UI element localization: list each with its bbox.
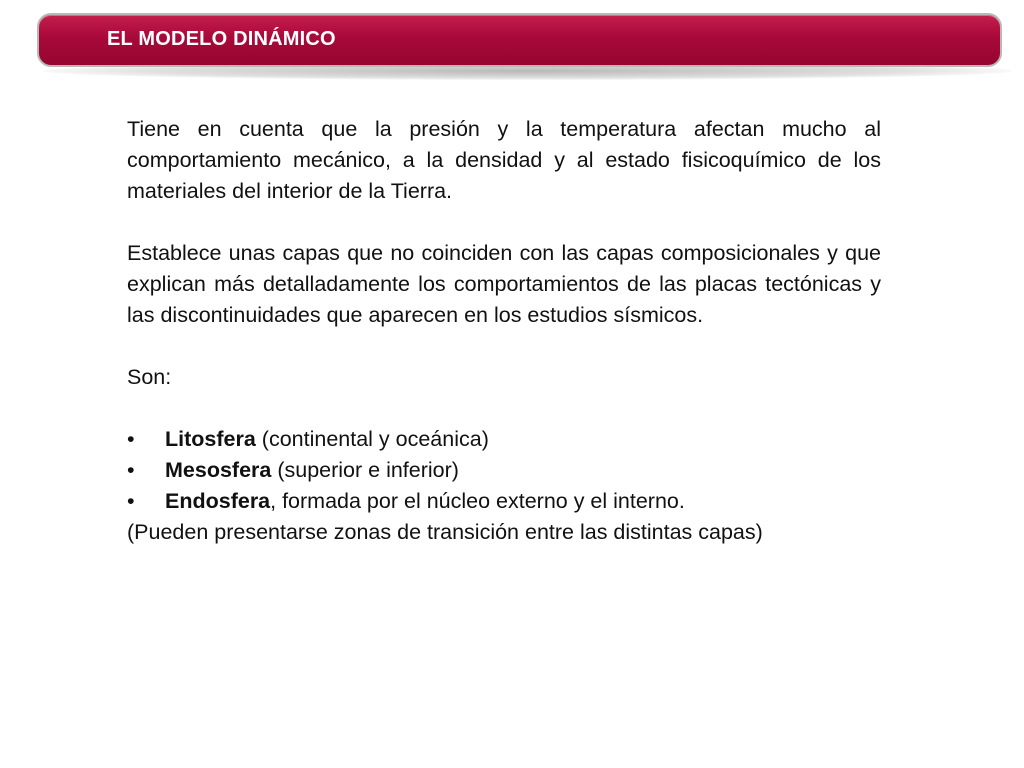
bullet-icon: • bbox=[127, 427, 135, 451]
paragraph-layers-description: Establece unas capas que no coinciden con las capas composicionales y que explican más detalladamente los comportamientos de las placas tectónicas y las discontinuidades que aparecen en los estudios sísmicos. bbox=[127, 241, 881, 327]
list-item-mesosfera bbox=[127, 455, 881, 486]
layer-term: Endosfera bbox=[165, 489, 271, 513]
layer-term: Litosfera bbox=[165, 427, 256, 451]
transition-zones-note: (Pueden presentarse zonas de transición entre las distintas capas) bbox=[127, 520, 763, 544]
layers-intro: Son: bbox=[127, 365, 172, 389]
layer-detail: (continental y oceánica) bbox=[255, 427, 489, 451]
layer-detail: (superior e inferior) bbox=[271, 458, 459, 482]
layers-list bbox=[127, 424, 881, 517]
layer-detail: , formada por el núcleo externo y el interno. bbox=[270, 489, 685, 513]
slide-body bbox=[127, 114, 881, 548]
paragraph-pressure-temperature: Tiene en cuenta que la presión y la temperatura afectan mucho al comportamiento mecánico, a la densidad y al estado fisicoquímico de los materiales del interior de la Tierra. bbox=[127, 117, 881, 203]
title-bar bbox=[37, 13, 1002, 67]
list-item-endosfera bbox=[127, 486, 881, 517]
list-item-litosfera bbox=[127, 424, 881, 455]
bullet-icon: • bbox=[127, 489, 135, 513]
bullet-icon: • bbox=[127, 458, 135, 482]
slide-title: EL MODELO DINÁMICO bbox=[107, 28, 336, 50]
layer-term: Mesosfera bbox=[165, 458, 272, 482]
